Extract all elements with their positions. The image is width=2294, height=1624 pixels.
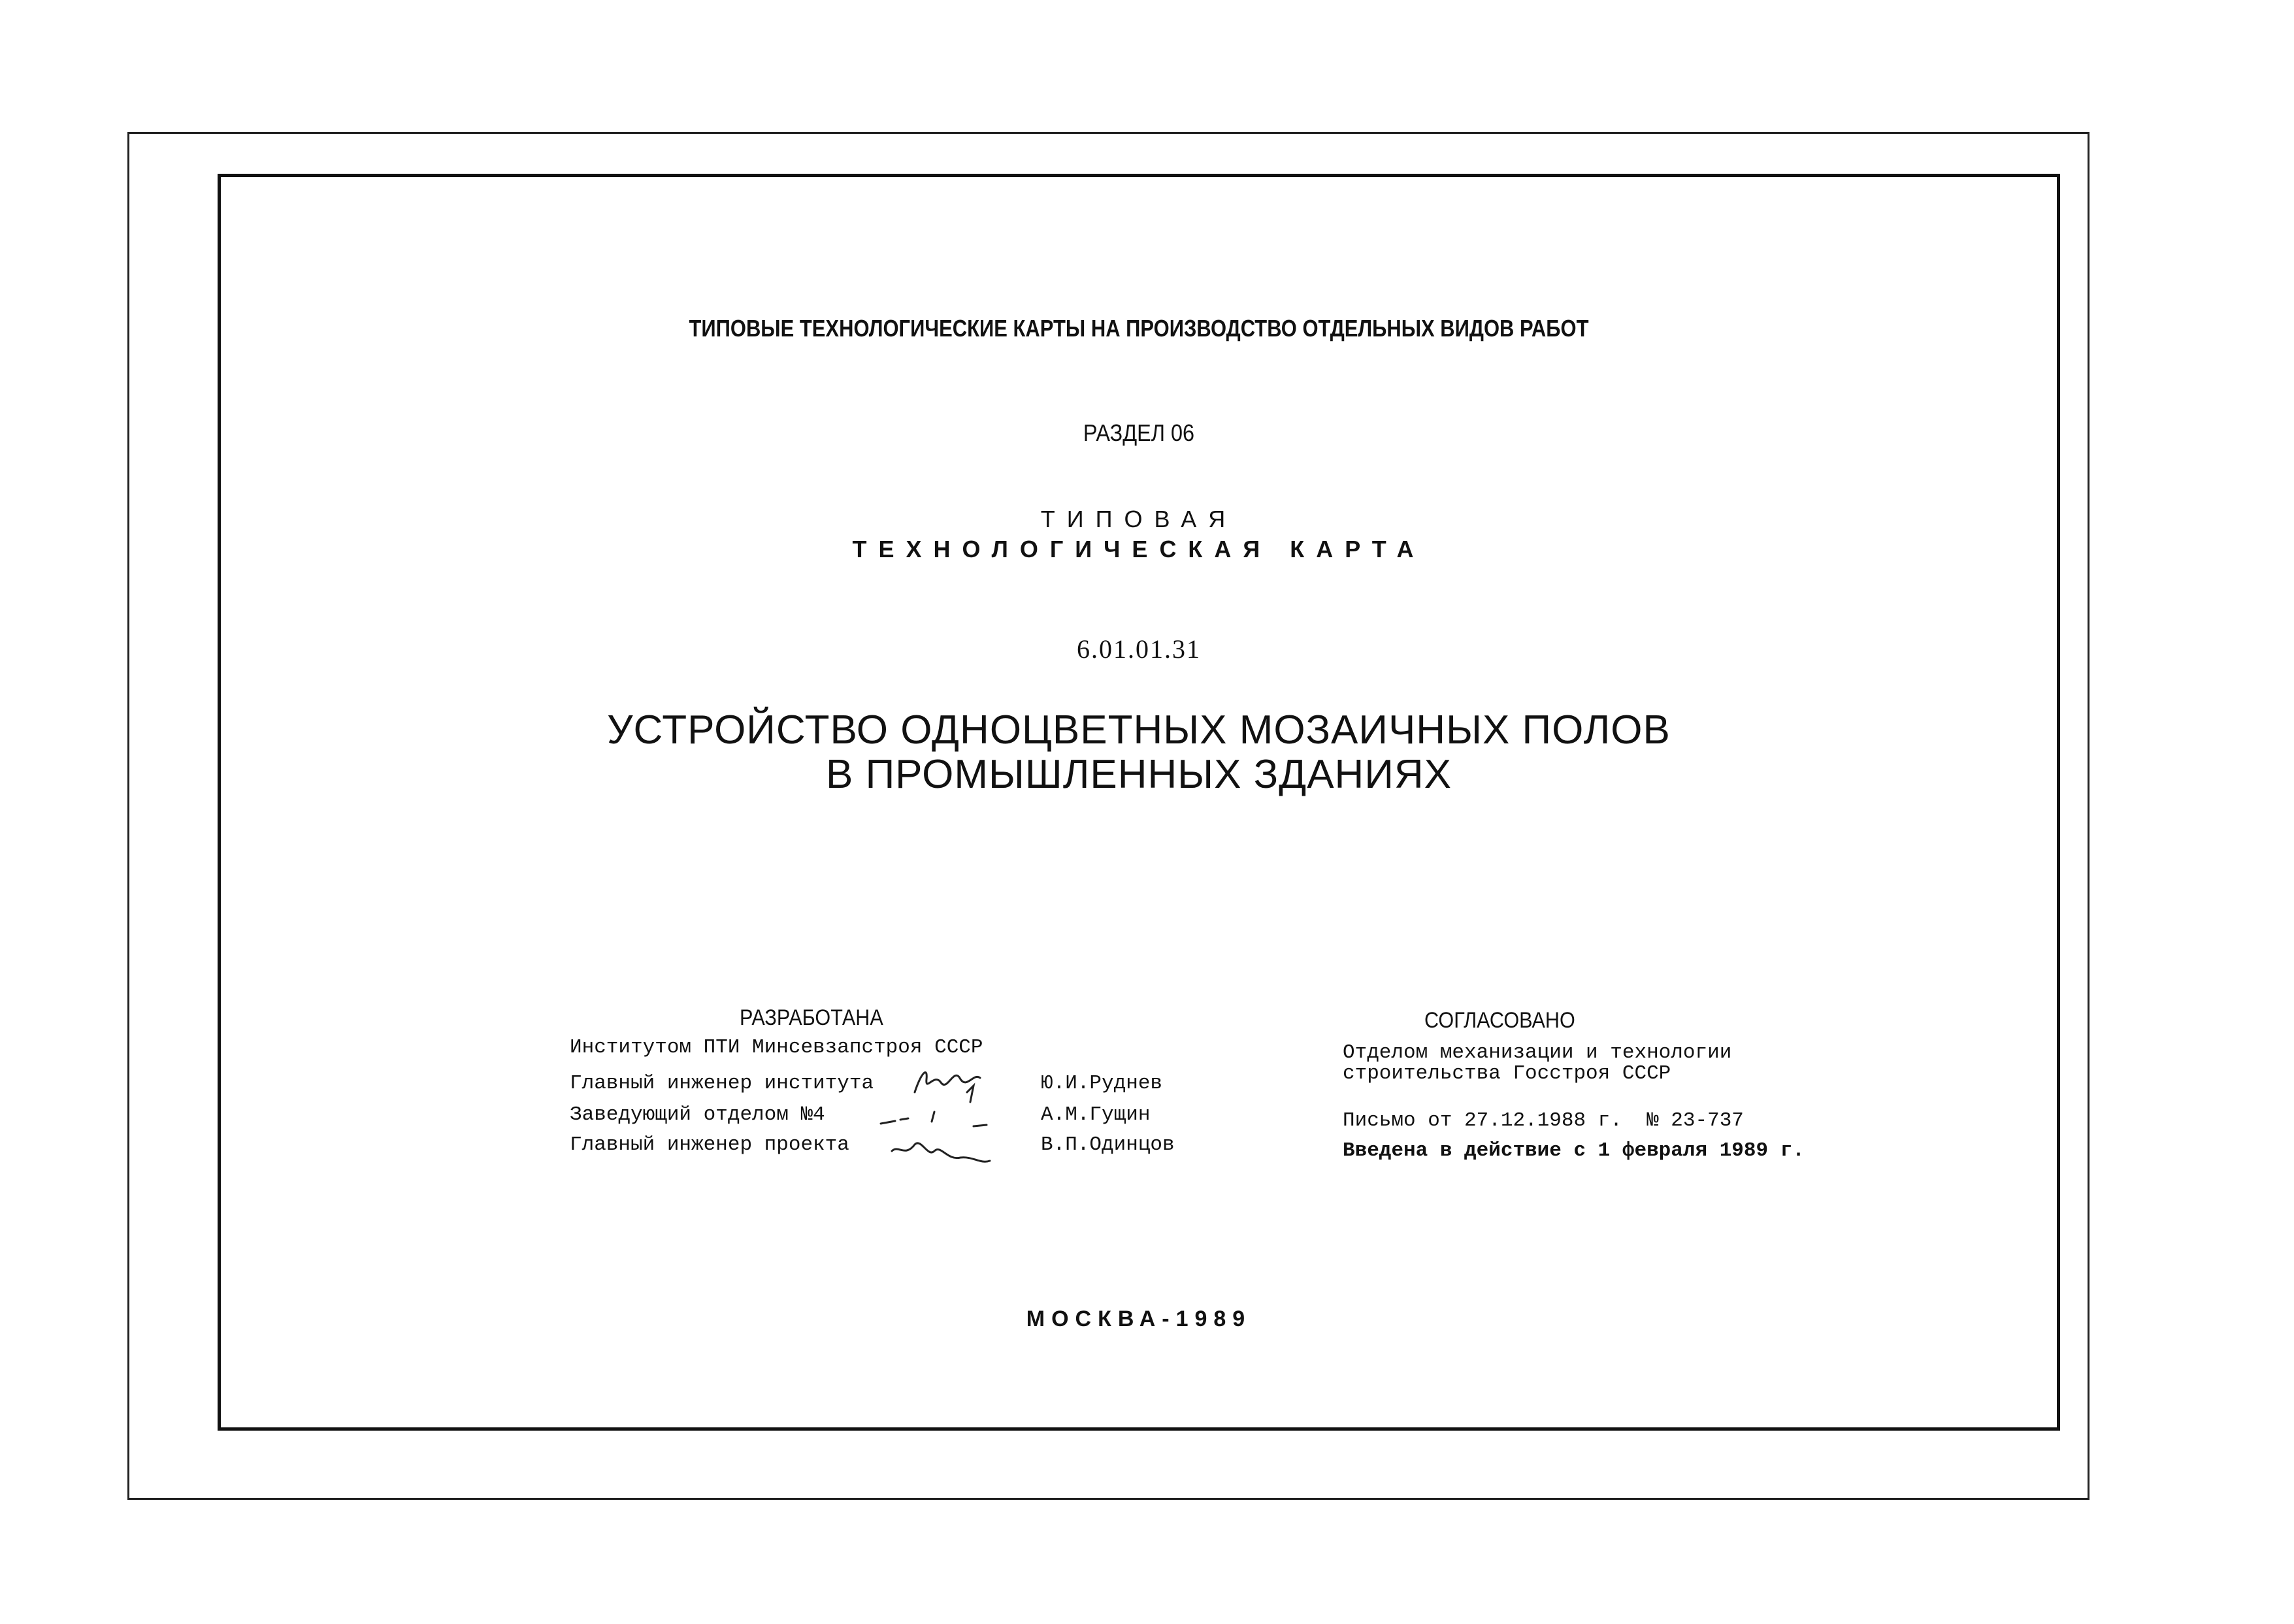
section-label: РАЗДЕЛ 06 bbox=[1083, 419, 1195, 446]
series-title: ТИПОВЫЕ ТЕХНОЛОГИЧЕСКИЕ КАРТЫ НА ПРОИЗВОДСТВО ОТДЕЛЬНЫХ ВИДОВ РАБОТ bbox=[689, 315, 1589, 342]
document-code: 6.01.01.31 bbox=[1077, 634, 1201, 664]
agreed-org-line1: Отделом механизации и технологии bbox=[1343, 1041, 1732, 1064]
effective-date: Введена в действие с 1 февраля 1989 г. bbox=[1343, 1139, 1805, 1162]
role-chief-engineer-project: Главный инженер проекта bbox=[570, 1133, 849, 1156]
developed-header: РАЗРАБОТАНА bbox=[740, 1005, 883, 1030]
agreed-org-line2: строительства Госстроя СССР bbox=[1343, 1062, 1671, 1085]
document-title-line2: В ПРОМЫШЛЕННЫХ ЗДАНИЯХ bbox=[825, 752, 1452, 797]
doc-type-line2: ТЕХНОЛОГИЧЕСКАЯ КАРТА bbox=[852, 536, 1426, 562]
inner-frame bbox=[218, 174, 2060, 1431]
agreed-header: СОГЛАСОВАНО bbox=[1424, 1008, 1575, 1033]
person-gushchin: А.М.Гущин bbox=[1041, 1103, 1151, 1126]
developed-org: Институтом ПТИ Минсевзапстроя СССР bbox=[570, 1036, 983, 1059]
person-rudnev: Ю.И.Руднев bbox=[1041, 1072, 1163, 1095]
role-head-department: Заведующий отделом №4 bbox=[570, 1103, 825, 1126]
agreed-org bbox=[1343, 1043, 1731, 1084]
place-year: МОСКВА-1989 bbox=[1026, 1307, 1252, 1331]
signatures bbox=[876, 1053, 1045, 1184]
document-title-line1: УСТРОЙСТВО ОДНОЦВЕТНЫХ МОЗАИЧНЫХ ПОЛОВ bbox=[607, 707, 1671, 753]
agreed-letter: Письмо от 27.12.1988 г. № 23-737 bbox=[1343, 1109, 1744, 1132]
person-odintsov: В.П.Одинцов bbox=[1041, 1133, 1175, 1156]
doc-type-line1: ТИПОВАЯ bbox=[1040, 506, 1237, 532]
role-chief-engineer-institute: Главный инженер института bbox=[570, 1072, 874, 1095]
